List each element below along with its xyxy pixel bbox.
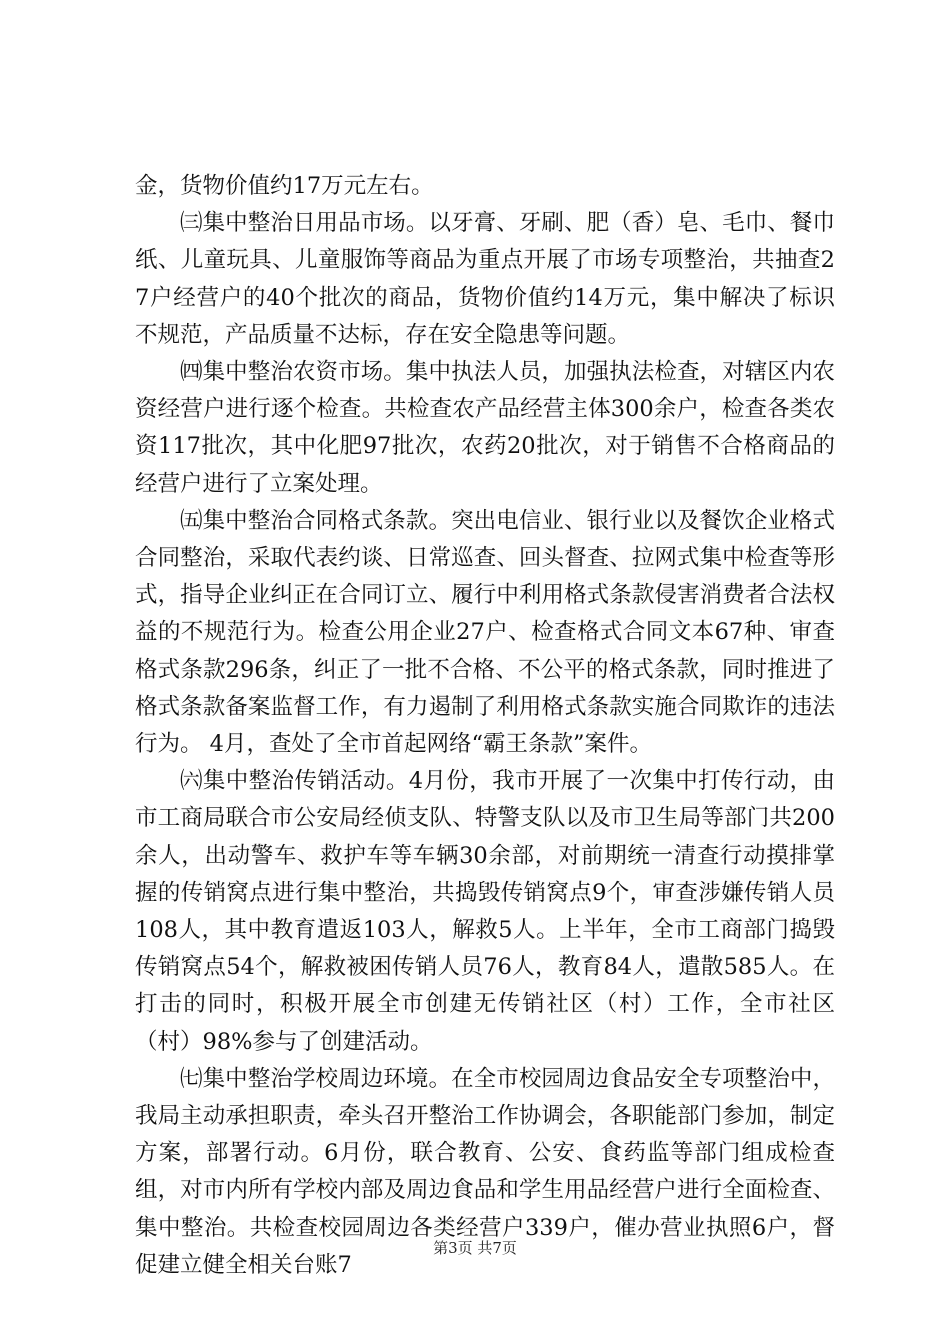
page-number-footer: 第3页 共7页 [433,1239,517,1257]
paragraph-contract-clauses: ㈤集中整治合同格式条款。突出电信业、银行业以及餐饮企业格式合同整治，采取代表约谈、日常巡查、回头督查、拉网式集中检查等形式，指导企业纠正在合同订立、履行中利用格式条款侵害消费者合法权益的不规范行为。检查公用企业27户、检查格式合同文本67种、审查格式条款296条，纠正了一批不合格、不公平的格式条款，同时推进了格式条款备案监督工作，有力遏制了利用格式条款实施合同欺诈的违法行为。 4月，查处了全市首起网络“霸王条款”案件。 [135,507,835,758]
paragraph-continuation: 金，货物价值约17万元左右。 [135,173,434,199]
paragraph-school-surroundings: ㈦集中整治学校周边环境。在全市校园周边食品安全专项整治中，我局主动承担职责，牵头召开整治工作协调会，各职能部门参加，制定方案，部署行动。6月份，联合教育、公安、食药监等部门组成检查组，对市内所有学校内部及周边食品和学生用品经营户进行全面检查、集中整治。共检查校园周边各类经营户339户，催办营业执照6户，督促建立健全相关台账7 [135,1065,835,1278]
document-body [135,168,835,1284]
paragraph-daily-goods-market: ㈢集中整治日用品市场。以牙膏、牙刷、肥（香）皂、毛巾、餐巾纸、儿童玩具、儿童服饰等商品为重点开展了市场专项整治，共抽查27户经营户的40个批次的商品，货物价值约14万元，集中解决了标识不规范，产品质量不达标，存在安全隐患等问题。 [135,210,835,348]
paragraph-pyramid-selling: ㈥集中整治传销活动。4月份，我市开展了一次集中打传行动，由市工商局联合市公安局经侦支队、特警支队以及市卫生局等部门共200余人，出动警车、救护车等车辆30余部，对前期统一清查行动摸排掌握的传销窝点进行集中整治，共捣毁传销窝点9个，审查涉嫌传销人员108人，其中教育遣返103人，解救5人。上半年，全市工商部门捣毁传销窝点54个，解救被困传销人员76人，教育84人，遣散585人。在打击的同时，积极开展全市创建无传销社区（村）工作，全市社区（村）98%参与了创建活动。 [135,768,835,1055]
paragraph-agricultural-market: ㈣集中整治农资市场。集中执法人员，加强执法检查，对辖区内农资经营户进行逐个检查。共检查农产品经营主体300余户，检查各类农资117批次，其中化肥97批次，农药20批次，对于销售不合格商品的经营户进行了立案处理。 [135,359,835,497]
